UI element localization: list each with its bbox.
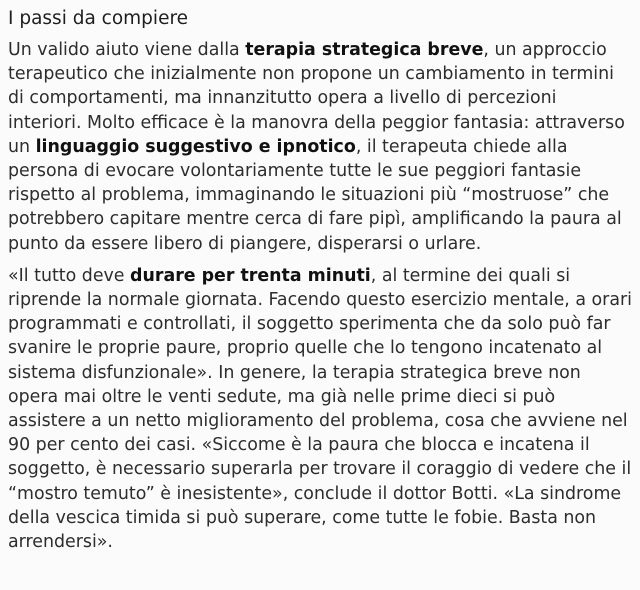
paragraph-1-text-c: , il terapeuta chiede alla persona di evocare volontariamente tutte le sue peggiori fantasie rispetto al problema, immaginando le situazioni più “mostruose” che potrebbero capitare mentre cerca di fare pipì, amplificando la paura al punto da essere libero di piangere, disperarsi o urlare. xyxy=(8,136,622,254)
paragraph-1-bold-a: terapia strategica breve xyxy=(245,40,484,60)
paragraph-1-text-a: Un valido aiuto viene dalla xyxy=(8,40,246,60)
paragraph-1-text-b: , un approccio terapeutico che inizialmente non propone un cambiamento in termini di comportamenti, ma innanzitutto opera a livello di percezioni interiori. Molto efficace è la manovra della peggior fantasia: attraverso un xyxy=(8,40,625,157)
paragraph-1-bold-b: linguaggio suggestivo e ipnotico xyxy=(35,136,356,157)
paragraph-1 xyxy=(8,38,632,256)
paragraph-2-bold-a: durare per trenta minuti xyxy=(130,265,371,286)
paragraph-2-text-a: «Il tutto deve xyxy=(8,265,131,286)
paragraph-2-text-b: , al termine dei quali si riprende la normale giornata. Facendo questo esercizio mentale, a orari programmati e controllati, il soggetto sperimenta che da solo può far svanire le proprie paure, proprio quelle che lo tengono incatenato al sistema disfunzionale». In genere, la terapia strategica breve non opera mai oltre le venti sedute, ma già nelle prime dieci si può assistere a un netto miglioramento del problema, cosa che avviene nel 90 per cento dei casi. «Siccome è la paura che blocca e incatena il soggetto, è necessario superarla per trovare il coraggio di vedere che il “mostro temuto” è inesistente», conclude il dottor Botti. «La sindrome della vescica timida si può superare, come tutte le fobie. Basta non arrendersi». xyxy=(8,265,632,553)
section-heading: I passi da compiere xyxy=(8,8,189,29)
paragraph-2 xyxy=(8,264,632,554)
